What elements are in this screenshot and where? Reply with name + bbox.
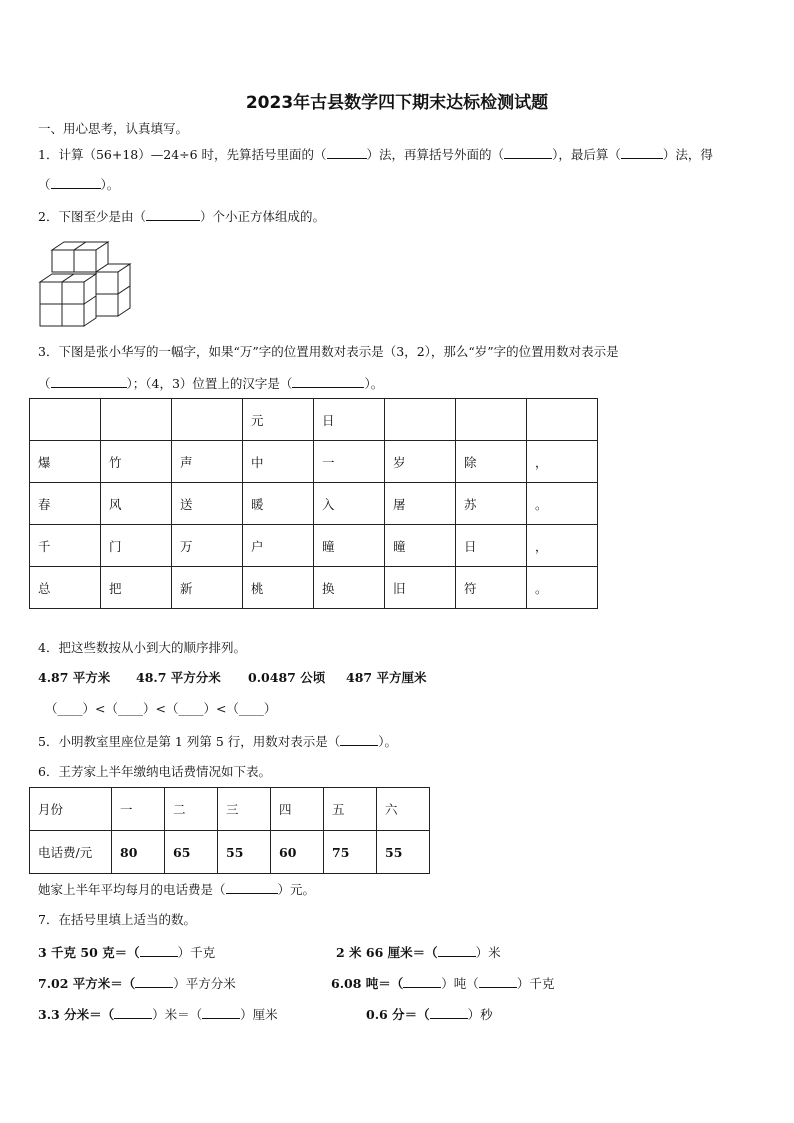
grid-cell (172, 399, 243, 441)
calligraphy-grid (29, 398, 598, 609)
month-cell: 三 (218, 788, 271, 831)
month-cell: 一 (112, 788, 165, 831)
grid-cell: 。 (527, 567, 598, 609)
q4-text-a: 把这些数按从小到大的顺序排列。 (58, 640, 246, 655)
grid-cell: 桃 (243, 567, 314, 609)
q7-row2-right (331, 975, 554, 992)
q7-blank[interactable] (202, 1006, 240, 1019)
q3-text-c: ）；（4，3）位置上的汉字是（ (126, 376, 293, 391)
q6-blank[interactable] (226, 881, 278, 894)
fee-cell: 55 (377, 831, 430, 874)
question-3-line-2 (38, 375, 383, 392)
fee-row-label: 电话费/元 (30, 831, 112, 874)
q4-item-3: 0.0487 公顷 (248, 670, 326, 685)
q7-r2a-post: ）平方分米 (173, 976, 236, 991)
grid-cell: ， (527, 441, 598, 483)
grid-row (30, 483, 598, 525)
section-heading: 一、用心思考，认真填写。 (38, 121, 189, 136)
phone-fee-table (29, 787, 430, 874)
q4-item-2: 48.7 平方分米 (136, 670, 221, 685)
grid-row (30, 525, 598, 567)
q3-text-a: 下图是张小华写的一幅字，如果“万”字的位置用数对表示是（3，2），那么“岁”字的位置用数对表示是 (58, 344, 619, 359)
q6-text-b: 她家上半年平均每月的电话费是（ (38, 882, 226, 897)
q6-number: 6． (38, 764, 59, 779)
q3-blank-2[interactable] (292, 375, 364, 388)
grid-row (30, 441, 598, 483)
q7-r2a-pre: 7.02 平方米＝（ (38, 976, 136, 991)
q7-blank[interactable] (430, 1006, 468, 1019)
q4-item-1: 4.87 平方米 (38, 670, 111, 685)
grid-cell (527, 399, 598, 441)
grid-cell (385, 399, 456, 441)
q7-row2-left (38, 975, 236, 992)
q2-text-b: ）个小正方体组成的。 (199, 209, 325, 224)
q7-blank[interactable] (135, 975, 173, 988)
question-7 (38, 912, 196, 928)
grid-cell: ， (527, 525, 598, 567)
q7-blank[interactable] (403, 975, 441, 988)
month-cell: 四 (271, 788, 324, 831)
grid-cell: 元 (243, 399, 314, 441)
grid-cell: 万 (172, 525, 243, 567)
grid-cell: 声 (172, 441, 243, 483)
q6-text-c: ）元。 (277, 882, 316, 897)
q7-r3b-post: ）秒 (467, 1007, 493, 1022)
month-cell: 二 (165, 788, 218, 831)
q1-blank-4[interactable] (51, 176, 101, 189)
grid-cell: 旧 (385, 567, 456, 609)
grid-cell: 屠 (385, 483, 456, 525)
q7-row3-left (38, 1006, 278, 1023)
q2-text-a: 下图至少是由（ (58, 209, 146, 224)
grid-cell: 门 (101, 525, 172, 567)
q7-blank[interactable] (114, 1006, 152, 1019)
q1-text-b: ）法，再算括号外面的（ (366, 147, 505, 162)
q1-text-d: ）法，得 (662, 147, 713, 162)
grid-cell: 户 (243, 525, 314, 567)
q7-r3b-pre: 0.6 分＝（ (366, 1007, 430, 1022)
q1-text-a: 计算（56+18）—24÷6 时，先算括号里面的（ (58, 147, 327, 162)
grid-cell: 曈 (385, 525, 456, 567)
grid-cell: 把 (101, 567, 172, 609)
month-cell: 六 (377, 788, 430, 831)
grid-row (30, 567, 598, 609)
q4-item-4: 487 平方厘米 (346, 670, 427, 685)
grid-cell: 千 (30, 525, 101, 567)
month-cell: 五 (324, 788, 377, 831)
fee-cell: 80 (112, 831, 165, 874)
grid-cell: 春 (30, 483, 101, 525)
q1-text-e: （ (38, 177, 51, 192)
grid-cell: 。 (527, 483, 598, 525)
grid-cell: 符 (456, 567, 527, 609)
grid-cell: 苏 (456, 483, 527, 525)
grid-cell: 送 (172, 483, 243, 525)
question-4 (38, 640, 246, 656)
question-2 (38, 208, 325, 225)
q5-text-b: ）。 (378, 734, 398, 749)
q3-text-d: ）。 (364, 376, 384, 391)
fee-row-label: 月份 (30, 788, 112, 831)
q4-order-blanks[interactable]: （____）<（____）<（____）<（____） (45, 701, 277, 716)
q3-number: 3． (38, 344, 59, 359)
page-title: 2023年古县数学四下期末达标检测试题 (245, 93, 549, 113)
grid-cell: 曈 (314, 525, 385, 567)
q7-r2b-post: ）千克 (516, 976, 555, 991)
q3-text-b: （ (38, 376, 51, 391)
q7-number: 7． (38, 912, 59, 927)
fee-cell: 55 (218, 831, 271, 874)
fee-cell: 75 (324, 831, 377, 874)
q7-r3a-post: ）厘米 (240, 1007, 278, 1022)
q1-blank-1[interactable] (327, 146, 367, 159)
grid-cell: 入 (314, 483, 385, 525)
grid-cell: 岁 (385, 441, 456, 483)
q1-text-f: ）。 (100, 177, 120, 192)
grid-cell: 除 (456, 441, 527, 483)
fee-row-months (30, 788, 430, 831)
q7-row1-left (38, 944, 215, 961)
q5-text-a: 小明教室里座位是第 1 列第 5 行，用数对表示是（ (58, 734, 341, 749)
q7-text-a: 在括号里填上适当的数。 (58, 912, 196, 927)
q7-r2b-pre: 6.08 吨＝（ (331, 976, 404, 991)
fee-cell: 65 (165, 831, 218, 874)
question-1-line-1 (38, 146, 713, 163)
q7-blank[interactable] (479, 975, 517, 988)
grid-cell: 风 (101, 483, 172, 525)
grid-cell: 竹 (101, 441, 172, 483)
q4-number: 4． (38, 640, 59, 655)
q7-blank[interactable] (140, 944, 178, 957)
q6-text-a: 王芳家上半年缴纳电话费情况如下表。 (58, 764, 271, 779)
q7-row3-right (366, 1006, 493, 1023)
grid-cell: 爆 (30, 441, 101, 483)
grid-cell (101, 399, 172, 441)
q2-number: 2． (38, 209, 59, 224)
q7-r3a-mid: ）米＝（ (152, 1007, 203, 1022)
fee-cell: 60 (271, 831, 324, 874)
q7-blank[interactable] (438, 944, 476, 957)
q7-r1b-post: ）米 (475, 945, 501, 960)
q7-r3a-pre: 3.3 分米＝（ (38, 1007, 115, 1022)
grid-cell: 日 (314, 399, 385, 441)
question-6 (38, 764, 271, 780)
question-3-line-1 (38, 344, 619, 360)
grid-cell: 一 (314, 441, 385, 483)
cube-stack-figure (38, 240, 138, 332)
grid-cell: 日 (456, 525, 527, 567)
grid-cell: 新 (172, 567, 243, 609)
grid-cell: 暖 (243, 483, 314, 525)
q7-r2b-mid: ）吨（ (441, 976, 479, 991)
q1-blank-2[interactable] (504, 146, 552, 159)
grid-cell: 中 (243, 441, 314, 483)
q6-question (38, 881, 315, 898)
fee-row-values (30, 831, 430, 874)
grid-row (30, 399, 598, 441)
question-5 (38, 733, 397, 750)
grid-cell: 总 (30, 567, 101, 609)
question-1-line-2 (38, 176, 119, 193)
q5-number: 5． (38, 734, 59, 749)
q7-r1b-pre: 2 米 66 厘米＝（ (336, 945, 438, 960)
q3-blank-1[interactable] (51, 375, 127, 388)
q7-row1-right (336, 944, 501, 961)
grid-cell: 换 (314, 567, 385, 609)
grid-cell (456, 399, 527, 441)
q1-number: 1． (38, 147, 59, 162)
q2-blank[interactable] (146, 208, 200, 221)
q1-text-c: ），最后算（ (552, 147, 621, 162)
q7-r1a-post: ）千克 (177, 945, 216, 960)
q7-r1a-pre: 3 千克 50 克＝（ (38, 945, 140, 960)
q1-blank-3[interactable] (621, 146, 663, 159)
q5-blank[interactable] (340, 733, 378, 746)
grid-cell (30, 399, 101, 441)
